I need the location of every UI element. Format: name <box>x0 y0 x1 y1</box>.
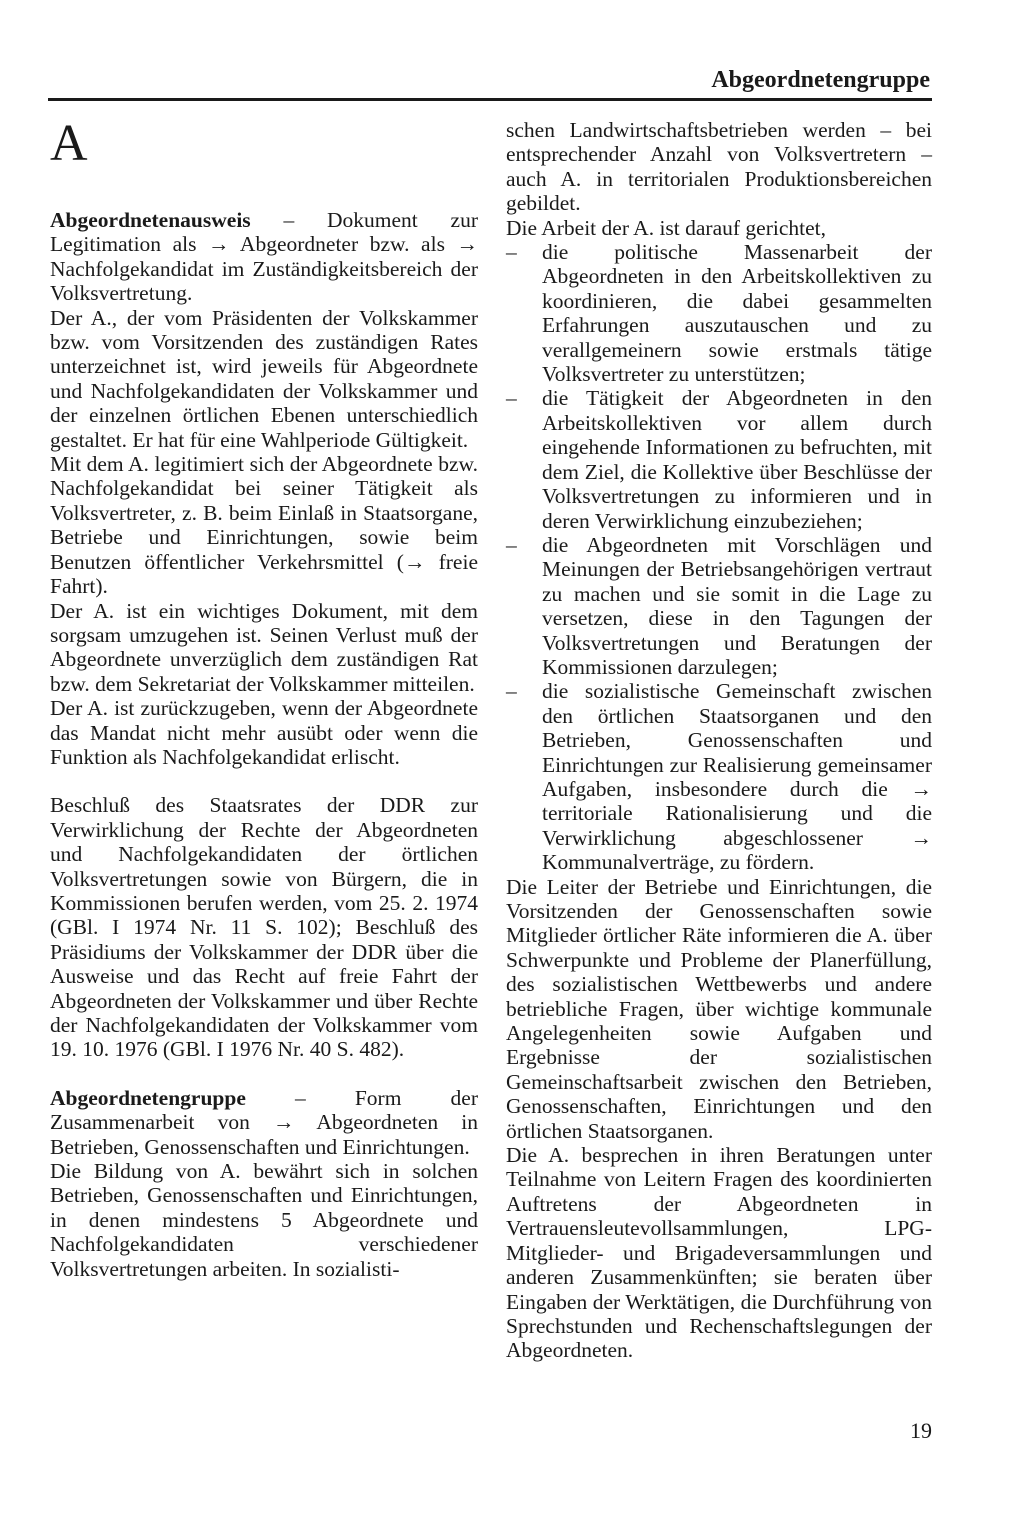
list-item: – die politische Massenarbeit der Abgeordneten in den Arbeitskollektiven zu koordinieren, die dabei gesammelten Erfahrungen auszutauschen und zu verallgemeinern sowie erstmals tätige Volksvertreter zu unterstützen; <box>506 240 932 386</box>
definition-text: – Dokument zur Legitimation als → Abgeordneter bzw. als → Nachfolgekandidat im Zuständigkeitsbereich der Volksvertretung. <box>50 208 478 306</box>
legal-reference: Beschluß des Staatsrates der DDR zur Verwirklichung der Rechte der Abgeordneten und Nachfolgekandidaten der örtlichen Volksvertretungen sowie von Bürgern, die in Kommissionen berufen werden, vom 25. 2. 1974 (GBl. I 1974 Nr. 11 S. 102); Beschluß des Präsidiums der Volkskammer der DDR über die Ausweise und das Recht auf freie Fahrt der Abgeordneten der Volkskammer und über Rechte der Nachfolgekandidaten der Volkskammer vom 19. 10. 1976 (GBl. I 1976 Nr. 40 S. 482). <box>50 793 478 1062</box>
entry-term-abgeordnetengruppe: Abgeordnetengruppe <box>50 1085 246 1110</box>
definition-text: – Form der Zusammenarbeit von → Abgeordneten in Betrieben, Genossenschaften und Einrichtungen. <box>50 1085 478 1159</box>
entry-abgeordnetenausweis-definition <box>50 208 478 306</box>
list-item: – die Abgeordneten mit Vorschlägen und Meinungen der Betriebsangehörigen vertraut zu machen und sie somit in die Lage zu versetzen, diese in den Tagungen der Volksvertretungen und Beratungen der Kommissionen darzulegen; <box>506 533 932 679</box>
list-item: – die sozialistische Gemeinschaft zwischen den örtlichen Staatsorganen und den Betrieben, Genossenschaften und Einrichtungen zur Realisierung gemeinsamer Aufgaben, insbesondere durch die → territoriale Rationalisierung und die Verwirklichung abgeschlossener → Kommunalverträge, zu fördern. <box>506 679 932 874</box>
spacer <box>50 769 478 793</box>
list-item: – die Tätigkeit der Abgeordneten in den Arbeitskollektiven vor allem durch eingehende Informationen zu befruchten, mit dem Ziel, die Kollektive über Beschlüsse der Volksvertretungen zu informieren und in deren Verwirklichung einzubeziehen; <box>506 386 932 532</box>
section-letter: A <box>50 115 88 172</box>
running-header <box>48 62 932 101</box>
entry-term-abgeordnetenausweis: Abgeordnetenausweis <box>50 208 251 232</box>
right-column <box>506 118 932 1363</box>
paragraph-formation: Die Bildung von A. bewährt sich in solchen Betrieben, Genossenschaften und Einrichtungen, in denen mindestens 5 Abgeordnete und Nachfolgekandidaten verschiedener Volksvertretungen arbeiten. In sozialisti- <box>50 1159 478 1281</box>
paragraph-work-intro: Die Arbeit der A. ist darauf gerichtet, <box>506 215 827 240</box>
paragraph-formation-continued: schen Landwirtschaftsbetrieben werden – bei entsprechender Anzahl von Volksvertretern – auch A. in territorialen Produktionsbereichen gebildet. <box>506 118 932 216</box>
paragraph-signature: Der A., der vom Präsidenten der Volkskammer bzw. vom Vorsitzenden des zuständigen Rates unterzeichnet ist, wird jeweils für Abgeordnete und Nachfolgekandidaten der Volkskammer und der einzelnen örtlichen Ebenen unterschiedlich gestaltet. Er hat für eine Wahlperiode Gültigkeit. <box>50 305 478 452</box>
paragraph-leaders: Die Leiter der Betriebe und Einrichtungen, die Vorsitzenden der Genossenschaften sowie Mitglieder örtlicher Räte informieren die A. über Schwerpunkte und Probleme der Planerfüllung, des sozialistischen Wettbewerbs und andere betriebliche Fragen, über wichtige kommunale Angelegenheiten sowie Aufgaben und Ergebnisse der sozialistischen Gemeinschaftsarbeit zwischen den Betrieben, Genossenschaften, Einrichtungen und den örtlichen Staatsorganen. <box>506 874 932 1143</box>
spacer <box>50 1062 478 1086</box>
paragraph-loss: Der A. ist ein wichtiges Dokument, mit dem sorgsam umzugehen ist. Seinen Verlust muß der Abgeordnete unverzüglich dem zuständigen Rat bzw. dem Sekretariat der Volkskammer mitteilen. <box>50 598 478 696</box>
work-task-list <box>506 240 932 875</box>
paragraph-meetings: Die A. besprechen in ihren Beratungen unter Teilnahme von Leitern Fragen des koordinierten Auftretens der Abgeordneten in Vertrauensleutevollsammlungen, LPG-Mitglieder- und Brigadeversammlungen und anderen Zusammenkünften; sie beraten über Eingaben der Werktätigen, die Durchführung von Sprechstunden und Rechenschaftslegungen der Abgeordneten. <box>506 1143 932 1363</box>
running-header-title: Abgeordnetengruppe <box>711 67 930 93</box>
paragraph-legitimation: Mit dem A. legitimiert sich der Abgeordnete bzw. Nachfolgekandidat bei seiner Tätigkeit als Volksvertreter, z. B. beim Einlaß in Staatsorgane, Betriebe und Einrichtungen, sowie beim Benutzen öffentlicher Verkehrsmittel (→ freie Fahrt). <box>50 452 478 599</box>
entry-abgeordnetengruppe-definition <box>50 1086 478 1159</box>
left-column <box>50 115 478 1281</box>
paragraph-return: Der A. ist zurückzugeben, wenn der Abgeordnete das Mandat nicht mehr ausübt oder wenn die Funktion als Nachfolgekandidat erlischt. <box>50 696 478 769</box>
page-number: 19 <box>910 1418 932 1443</box>
